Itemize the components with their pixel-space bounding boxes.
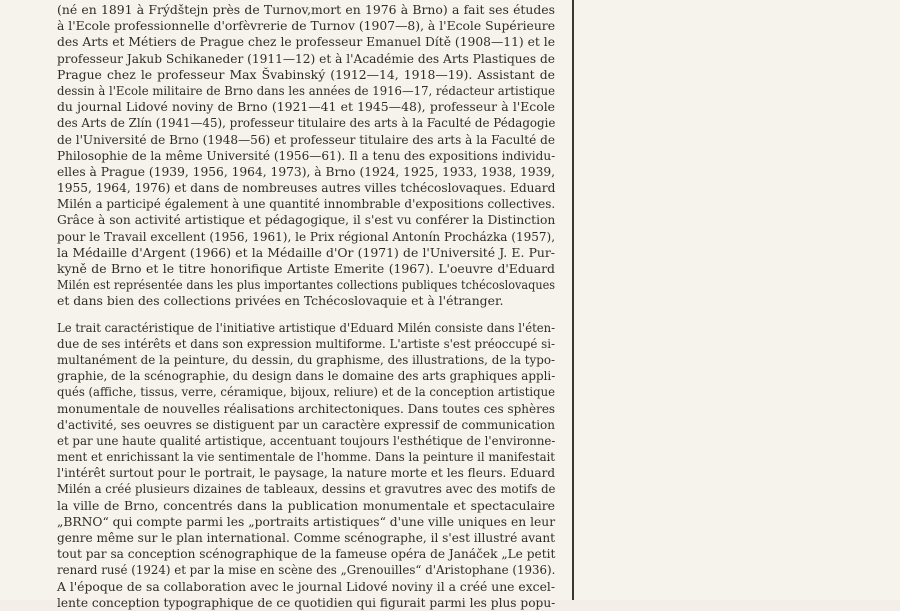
- text-line: pour le Travail excellent (1956, 1961), le Prix régional Antonín Procházka (1957),: [57, 228, 556, 244]
- text-line: monumentale de nouvelles réalisations architectoniques. Dans toutes ces sphères: [57, 400, 556, 416]
- text-line: des Arts et Métiers de Prague chez le professeur Emanuel Dítě (1908—11) et le: [57, 34, 555, 50]
- text-line: (né en 1891 à Frýdštejn près de Turnov,mort en 1976 à Brno) a fait ses études: [57, 2, 555, 17]
- text-line: Philosophie de la même Université (1956—61). Il a tenu des expositions individu-: [57, 147, 556, 163]
- vertical-rule: [572, 0, 574, 600]
- text-line: Le trait caractéristique de l'initiative artistique d'Eduard Milén consiste dans l'éten-: [57, 319, 556, 335]
- text-line: Prague chez le professeur Max Švabinský (1912—14, 1918—19). Assistant de: [57, 66, 555, 82]
- text-line: „BRNO“ qui compte parmi les „portraits artistiques“ d'une ville uniques en leur: [57, 513, 556, 529]
- text-line: tout par sa conception scénographique de la fameuse opéra de Janáček „Le petit: [57, 546, 556, 562]
- text-line: et par une haute qualité artistique, accentuant toujours l'esthétique de l'environne-: [57, 432, 556, 448]
- text-line: à l'Ecole professionnelle d'orfèvrerie de Turnov (1907—8), à l'Ecole Supérieure: [57, 18, 555, 34]
- text-line: lente conception typographique de ce quotidien qui figurait parmi les plus popu-: [57, 594, 556, 610]
- text-line: la Médaille d'Argent (1966) et la Médaille d'Or (1971) de l'Université J. E. Pur-: [57, 244, 555, 260]
- paragraph-biography: [57, 2, 555, 310]
- text-line: du journal Lidové noviny de Brno (1921—41 et 1945—48), professeur à l'Ecole: [57, 99, 555, 115]
- text-line: genre même sur le plan international. Comme scénographe, il s'est illustré avant: [57, 530, 556, 545]
- text-line: dessin à l'Ecole militaire de Brno dans les années de 1916—17, rédacteur artistique: [57, 82, 556, 98]
- text-line: qués (affiche, tissus, verre, céramique, bijoux, reliure) et de la conception artistique: [57, 384, 556, 400]
- paragraph-characteristics: [57, 320, 555, 611]
- text-line: ment et enrichissant la vie sentimentale de l'homme. Dans la peinture il manifestait: [57, 449, 556, 465]
- text-line: elles à Prague (1939, 1956, 1964, 1973), à Brno (1924, 1925, 1933, 1938, 1939,: [57, 163, 556, 179]
- text-line: kyně de Brno et le titre honorifique Artiste Emerite (1967). L'oeuvre d'Eduard: [57, 261, 555, 276]
- text-line: renard rusé (1924) et par la mise en scène des „Grenouilles“ d'Aristophane (1936).: [57, 562, 556, 578]
- text-line: professeur Jakub Schikaneder (1911—12) et à l'Académie des Arts Plastiques de: [57, 50, 555, 66]
- text-line: l'intérêt surtout pour le portrait, le paysage, la nature morte et les fleurs. Eduard: [57, 465, 556, 481]
- text-line: de l'Université de Brno (1948—56) et professeur titulaire des arts à la Faculté de: [57, 131, 556, 147]
- body-text: [57, 0, 555, 611]
- text-line: d'activité, ses oeuvres se distiguent par un caractère expressif de communication: [57, 416, 556, 432]
- text-line: A l'époque de sa collaboration avec le journal Lidové noviny il a créé une excel-: [57, 578, 555, 594]
- text-line: Milén a créé plusieurs dizaines de tableaux, dessins et gravutres avec des motifs de: [57, 481, 556, 497]
- text-line: des Arts de Zlín (1941—45), professeur titulaire des arts à la Faculté de Pédagogie: [57, 115, 556, 131]
- text-line: due de ses intérêts et dans son expression multiforme. L'artiste s'est préoccupé si-: [57, 335, 556, 351]
- text-line: et dans bien des collections privées en Tchécoslovaquie et à l'étranger.: [57, 293, 504, 309]
- text-line: multanément de la peinture, du dessin, du graphisme, des illustrations, de la typo-: [57, 351, 556, 367]
- paragraph-gap: [57, 310, 555, 320]
- text-line: la ville de Brno, concentrés dans la publication monumentale et spectaculaire: [57, 497, 555, 513]
- text-line: graphie, de la scénographie, du design dans le domaine des arts graphiques appli-: [57, 368, 556, 384]
- text-line: Milén a participé également à une quantité innombrable d'expositions collectives.: [57, 196, 556, 212]
- text-line: Grâce à son activité artistique et pédagogique, il s'est vu conférer la Distinction: [57, 212, 556, 228]
- text-line: Milén est représentée dans les plus importantes collections publiques tchécoslovaques: [57, 277, 556, 293]
- text-line: 1955, 1964, 1976) et dans de nombreuses autres villes tchécoslovaques. Eduard: [57, 180, 556, 196]
